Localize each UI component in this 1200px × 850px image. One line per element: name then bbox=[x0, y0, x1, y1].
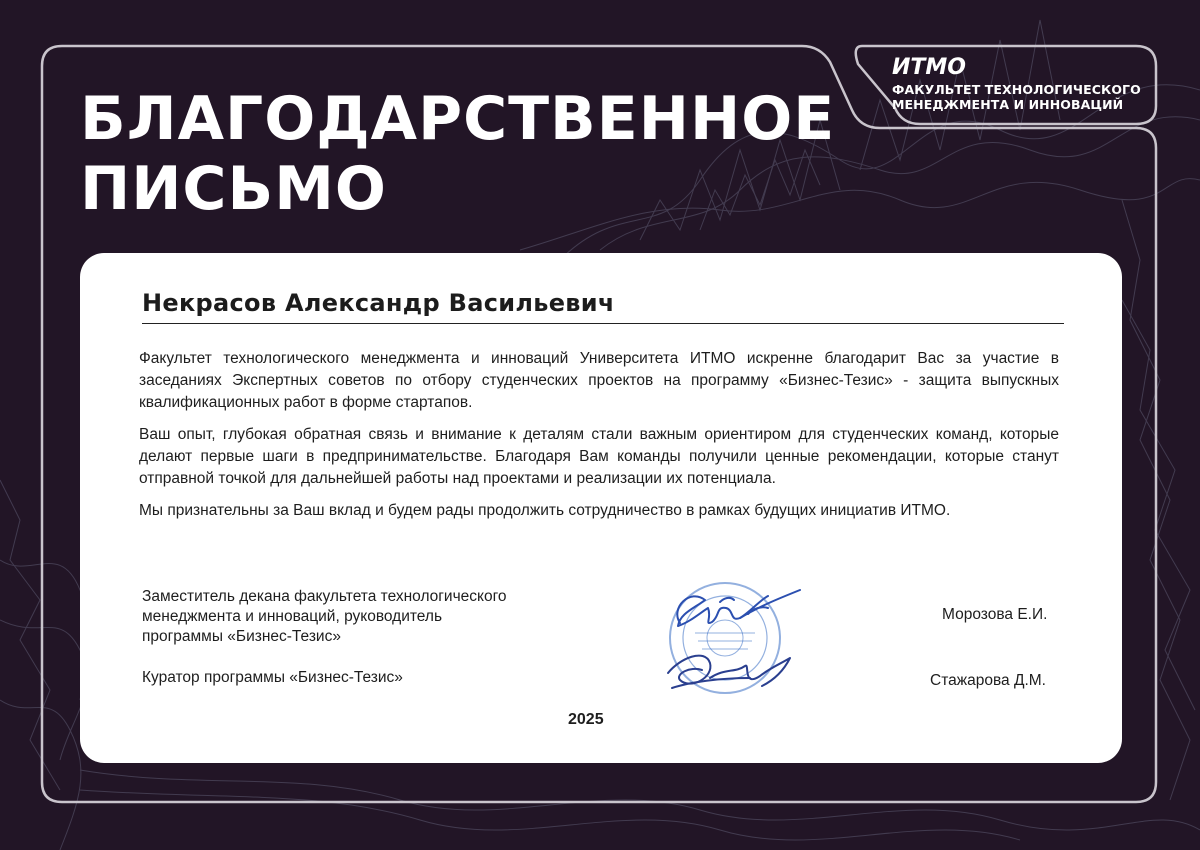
title-line-2: ПИСЬМО bbox=[80, 154, 387, 224]
title-line-1: БЛАГОДАРСТВЕННОЕ bbox=[80, 84, 836, 154]
letter-body bbox=[139, 348, 1059, 532]
faculty-name-line-2: МЕНЕДЖМЕНТА И ИННОВАЦИЙ bbox=[892, 97, 1124, 112]
itmo-logo-mark: ИТМО bbox=[892, 55, 967, 80]
itmo-logo bbox=[852, 46, 1158, 126]
letter-paragraph: Факультет технологического менеджмента и инноваций Университета ИТМО искренне благодарит Вас за участие в заседаниях Экспертных советов по отбору студенческих проектов на программу «Бизнес-Тезис» - защита выпускных квалификационных работ в форме стартапов. bbox=[139, 350, 1059, 411]
recipient-name: Некрасов Александр Васильевич bbox=[142, 289, 1064, 324]
issue-year: 2025 bbox=[568, 711, 604, 728]
letter-card bbox=[80, 253, 1122, 763]
signatory-role-1: Заместитель декана факультета технологического менеджмента и инноваций, руководитель программы «Бизнес-Тезис» bbox=[142, 588, 507, 645]
page-title bbox=[80, 84, 835, 224]
signatory-name-1: Морозова Е.И. bbox=[942, 606, 1048, 623]
signatory-role-2: Куратор программы «Бизнес-Тезис» bbox=[142, 669, 403, 686]
signatory-name-2: Стажарова Д.М. bbox=[930, 672, 1046, 689]
letter-paragraph: Ваш опыт, глубокая обратная связь и внимание к деталям стали важным ориентиром для студенческих команд, которые делают первые шаги в предпринимательстве. Благодаря Вам команды получили ценные рекомендации, которые станут отправной точкой для дальнейшей работы над проектами и реализации их потенциала. bbox=[139, 426, 1059, 487]
faculty-name bbox=[892, 82, 1158, 112]
stamp-and-signatures bbox=[650, 578, 820, 708]
letter-paragraph: Мы признательны за Ваш вклад и будем рады продолжить сотрудничество в рамках будущих инициатив ИТМО. bbox=[139, 502, 951, 519]
faculty-name-line-1: ФАКУЛЬТЕТ ТЕХНОЛОГИЧЕСКОГО bbox=[892, 82, 1141, 97]
